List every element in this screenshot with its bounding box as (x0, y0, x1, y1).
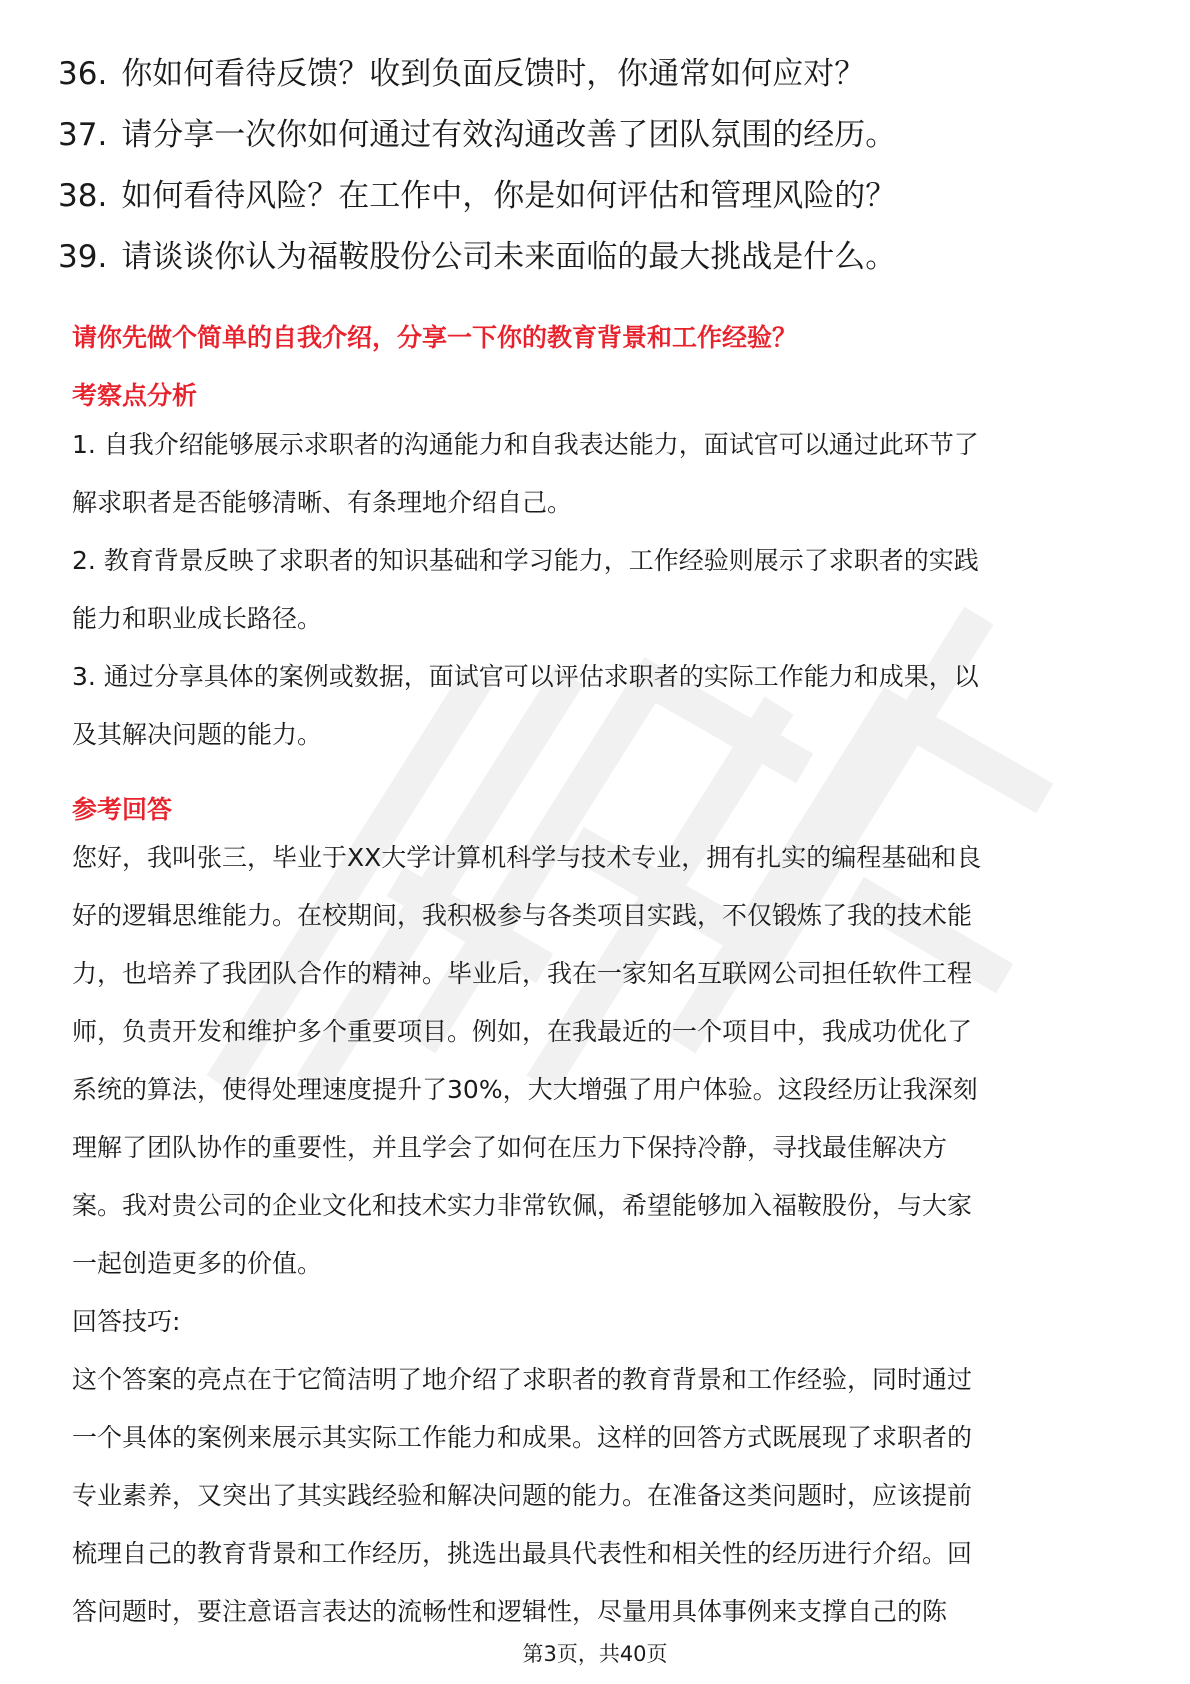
section-question-heading: 请你先做个简单的自我介绍，分享一下你的教育背景和工作经验？ (72, 323, 798, 352)
question-number: 36. (58, 56, 108, 92)
analysis-point-line: 3. 通过分享具体的案例或数据，面试官可以评估求职者的实际工作能力和成果，以 (72, 662, 979, 691)
tips-label: 回答技巧: (72, 1307, 181, 1336)
analysis-point-line: 及其解决问题的能力。 (72, 720, 323, 749)
question-text: 请分享一次你如何通过有效沟通改善了团队氛围的经历。 (121, 117, 897, 153)
question-item (58, 44, 1138, 105)
analysis-point-line: 能力和职业成长路径。 (72, 604, 323, 633)
page-footer: 第3页，共40页 (522, 1642, 668, 1666)
tips-line: 专业素养，又突出了其实践经验和解决问题的能力。在准备这类问题时，应该提前 (72, 1481, 973, 1510)
tips-line: 梳理自己的教育背景和工作经历，挑选出最具代表性和相关性的经历进行介绍。回 (72, 1539, 973, 1568)
question-text: 请谈谈你认为福鞍股份公司未来面临的最大挑战是什么。 (121, 239, 897, 275)
question-item (58, 105, 1138, 166)
answer-body (72, 829, 1127, 1641)
answer-heading: 参考回答 (72, 795, 173, 824)
question-number: 39. (58, 239, 108, 275)
analysis-point-line: 1. 自我介绍能够展示求职者的沟通能力和自我表达能力，面试官可以通过此环节了 (72, 430, 979, 459)
question-list (58, 44, 1138, 288)
question-item (58, 166, 1138, 227)
analysis-point-line: 解求职者是否能够清晰、有条理地介绍自己。 (72, 488, 573, 517)
question-text: 你如何看待反馈？收到负面反馈时，你通常如何应对？ (121, 56, 866, 92)
answer-line: 您好，我叫张三，毕业于XX大学计算机科学与技术专业，拥有扎实的编程基础和良 (72, 843, 982, 872)
answer-line: 好的逻辑思维能力。在校期间，我积极参与各类项目实践，不仅锻炼了我的技术能 (72, 901, 973, 930)
tips-line: 答问题时，要注意语言表达的流畅性和逻辑性，尽量用具体事例来支撑自己的陈 (72, 1597, 948, 1626)
question-number: 38. (58, 178, 108, 214)
answer-line: 系统的算法，使得处理速度提升了30%，大大增强了用户体验。这段经历让我深刻 (72, 1075, 978, 1104)
question-number: 37. (58, 117, 108, 153)
analysis-point-line: 2. 教育背景反映了求职者的知识基础和学习能力，工作经验则展示了求职者的实践 (72, 546, 979, 575)
analysis-points (72, 416, 1127, 764)
answer-line: 力，也培养了我团队合作的精神。毕业后，我在一家知名互联网公司担任软件工程 (72, 959, 973, 988)
analysis-heading: 考察点分析 (72, 381, 198, 410)
question-text: 如何看待风险？在工作中，你是如何评估和管理风险的？ (121, 178, 897, 214)
answer-line: 案。我对贵公司的企业文化和技术实力非常钦佩，希望能够加入福鞍股份，与大家 (72, 1191, 973, 1220)
answer-line: 一起创造更多的价值。 (72, 1249, 323, 1278)
tips-line: 一个具体的案例来展示其实际工作能力和成果。这样的回答方式既展现了求职者的 (72, 1423, 973, 1452)
tips-line: 这个答案的亮点在于它简洁明了地介绍了求职者的教育背景和工作经验，同时通过 (72, 1365, 973, 1394)
answer-line: 师，负责开发和维护多个重要项目。例如，在我最近的一个项目中，我成功优化了 (72, 1017, 973, 1046)
question-item (58, 227, 1138, 288)
answer-line: 理解了团队协作的重要性，并且学会了如何在压力下保持冷静，寻找最佳解决方 (72, 1133, 948, 1162)
